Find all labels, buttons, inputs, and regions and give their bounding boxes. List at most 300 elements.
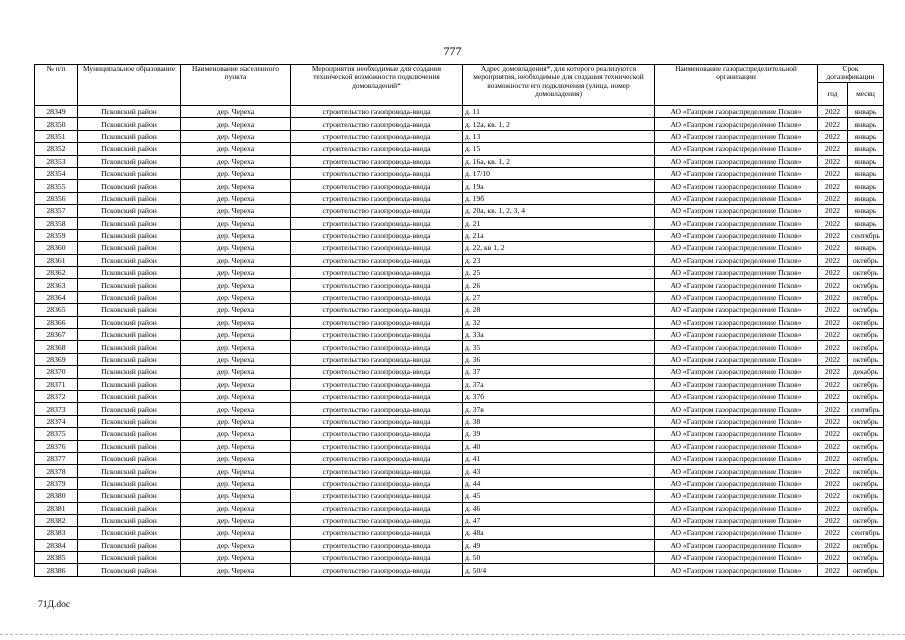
year-cell: 2022 bbox=[818, 229, 848, 241]
year-cell: 2022 bbox=[818, 564, 848, 576]
table-body bbox=[35, 106, 884, 577]
address-cell: д. 49 bbox=[463, 539, 655, 551]
settlement-cell: дер. Череха bbox=[181, 477, 291, 489]
organization-cell: АО «Газпром газораспределение Псков» bbox=[655, 341, 818, 353]
measure-cell: строительство газопровода-ввода bbox=[291, 180, 463, 192]
organization-cell: АО «Газпром газораспределение Псков» bbox=[655, 304, 818, 316]
settlement-cell: дер. Череха bbox=[181, 229, 291, 241]
district-cell: Псковский район bbox=[78, 155, 181, 167]
settlement-cell: дер. Череха bbox=[181, 118, 291, 130]
organization-cell: АО «Газпром газораспределение Псков» bbox=[655, 291, 818, 303]
settlement-cell: дер. Череха bbox=[181, 143, 291, 155]
table-row bbox=[35, 552, 884, 564]
row-number-cell: 28365 bbox=[35, 304, 78, 316]
month-cell: январь bbox=[848, 192, 884, 204]
month-cell: сентябрь bbox=[848, 527, 884, 539]
header-num: № п/п bbox=[35, 65, 78, 106]
table-row bbox=[35, 329, 884, 341]
address-cell: д. 43 bbox=[463, 465, 655, 477]
month-cell: январь bbox=[848, 205, 884, 217]
district-cell: Псковский район bbox=[78, 564, 181, 576]
address-cell: д. 19б bbox=[463, 192, 655, 204]
month-cell: октябрь bbox=[848, 477, 884, 489]
year-cell: 2022 bbox=[818, 279, 848, 291]
measure-cell: строительство газопровода-ввода bbox=[291, 366, 463, 378]
organization-cell: АО «Газпром газораспределение Псков» bbox=[655, 378, 818, 390]
measure-cell: строительство газопровода-ввода bbox=[291, 267, 463, 279]
year-cell: 2022 bbox=[818, 267, 848, 279]
row-number-cell: 28370 bbox=[35, 366, 78, 378]
row-number-cell: 28361 bbox=[35, 254, 78, 266]
measure-cell: строительство газопровода-ввода bbox=[291, 254, 463, 266]
month-cell: январь bbox=[848, 242, 884, 254]
month-cell: октябрь bbox=[848, 304, 884, 316]
year-cell: 2022 bbox=[818, 118, 848, 130]
month-cell: октябрь bbox=[848, 490, 884, 502]
settlement-cell: дер. Череха bbox=[181, 490, 291, 502]
settlement-cell: дер. Череха bbox=[181, 279, 291, 291]
address-cell: д. 21а bbox=[463, 229, 655, 241]
measure-cell: строительство газопровода-ввода bbox=[291, 514, 463, 526]
table-row bbox=[35, 527, 884, 539]
address-cell: д. 41 bbox=[463, 452, 655, 464]
settlement-cell: дер. Череха bbox=[181, 254, 291, 266]
measure-cell: строительство газопровода-ввода bbox=[291, 465, 463, 477]
month-cell: октябрь bbox=[848, 514, 884, 526]
header-settlement: Наименование населенного пункта bbox=[181, 65, 291, 106]
row-number-cell: 28385 bbox=[35, 552, 78, 564]
year-cell: 2022 bbox=[818, 143, 848, 155]
settlement-cell: дер. Череха bbox=[181, 316, 291, 328]
gasification-table bbox=[34, 64, 884, 577]
district-cell: Псковский район bbox=[78, 205, 181, 217]
table-row bbox=[35, 564, 884, 576]
district-cell: Псковский район bbox=[78, 106, 181, 118]
organization-cell: АО «Газпром газораспределение Псков» bbox=[655, 130, 818, 142]
organization-cell: АО «Газпром газораспределение Псков» bbox=[655, 143, 818, 155]
year-cell: 2022 bbox=[818, 415, 848, 427]
district-cell: Псковский район bbox=[78, 180, 181, 192]
district-cell: Псковский район bbox=[78, 366, 181, 378]
table-row bbox=[35, 378, 884, 390]
settlement-cell: дер. Череха bbox=[181, 180, 291, 192]
row-number-cell: 28377 bbox=[35, 452, 78, 464]
year-cell: 2022 bbox=[818, 353, 848, 365]
measure-cell: строительство газопровода-ввода bbox=[291, 316, 463, 328]
organization-cell: АО «Газпром газораспределение Псков» bbox=[655, 527, 818, 539]
address-cell: д. 23 bbox=[463, 254, 655, 266]
settlement-cell: дер. Череха bbox=[181, 390, 291, 402]
district-cell: Псковский район bbox=[78, 267, 181, 279]
year-cell: 2022 bbox=[818, 502, 848, 514]
row-number-cell: 28372 bbox=[35, 390, 78, 402]
year-cell: 2022 bbox=[818, 304, 848, 316]
measure-cell: строительство газопровода-ввода bbox=[291, 229, 463, 241]
month-cell: сентябрь bbox=[848, 229, 884, 241]
address-cell: д. 32 bbox=[463, 316, 655, 328]
row-number-cell: 28353 bbox=[35, 155, 78, 167]
year-cell: 2022 bbox=[818, 130, 848, 142]
organization-cell: АО «Газпром газораспределение Псков» bbox=[655, 452, 818, 464]
row-number-cell: 28373 bbox=[35, 403, 78, 415]
year-cell: 2022 bbox=[818, 514, 848, 526]
settlement-cell: дер. Череха bbox=[181, 106, 291, 118]
month-cell: декабрь bbox=[848, 366, 884, 378]
settlement-cell: дер. Череха bbox=[181, 440, 291, 452]
address-cell: д. 36 bbox=[463, 353, 655, 365]
district-cell: Псковский район bbox=[78, 217, 181, 229]
row-number-cell: 28352 bbox=[35, 143, 78, 155]
settlement-cell: дер. Череха bbox=[181, 167, 291, 179]
district-cell: Псковский район bbox=[78, 353, 181, 365]
month-cell: октябрь bbox=[848, 452, 884, 464]
month-cell: январь bbox=[848, 130, 884, 142]
address-cell: д. 28 bbox=[463, 304, 655, 316]
year-cell: 2022 bbox=[818, 440, 848, 452]
row-number-cell: 28362 bbox=[35, 267, 78, 279]
month-cell: январь bbox=[848, 180, 884, 192]
row-number-cell: 28354 bbox=[35, 167, 78, 179]
address-cell: д. 44 bbox=[463, 477, 655, 489]
row-number-cell: 28374 bbox=[35, 415, 78, 427]
district-cell: Псковский район bbox=[78, 316, 181, 328]
table-row bbox=[35, 254, 884, 266]
measure-cell: строительство газопровода-ввода bbox=[291, 428, 463, 440]
header-organization: Наименование газораспределительной организации bbox=[655, 65, 818, 106]
table-row bbox=[35, 366, 884, 378]
year-cell: 2022 bbox=[818, 465, 848, 477]
address-cell: д. 17/10 bbox=[463, 167, 655, 179]
row-number-cell: 28355 bbox=[35, 180, 78, 192]
district-cell: Псковский район bbox=[78, 440, 181, 452]
organization-cell: АО «Газпром газораспределение Псков» bbox=[655, 205, 818, 217]
measure-cell: строительство газопровода-ввода bbox=[291, 539, 463, 551]
address-cell: д. 15 bbox=[463, 143, 655, 155]
organization-cell: АО «Газпром газораспределение Псков» bbox=[655, 180, 818, 192]
year-cell: 2022 bbox=[818, 106, 848, 118]
measure-cell: строительство газопровода-ввода bbox=[291, 329, 463, 341]
settlement-cell: дер. Череха bbox=[181, 527, 291, 539]
year-cell: 2022 bbox=[818, 378, 848, 390]
organization-cell: АО «Газпром газораспределение Псков» bbox=[655, 155, 818, 167]
district-cell: Псковский район bbox=[78, 254, 181, 266]
settlement-cell: дер. Череха bbox=[181, 217, 291, 229]
settlement-cell: дер. Череха bbox=[181, 378, 291, 390]
year-cell: 2022 bbox=[818, 341, 848, 353]
address-cell: д. 37 bbox=[463, 366, 655, 378]
month-cell: октябрь bbox=[848, 279, 884, 291]
address-cell: д. 33а bbox=[463, 329, 655, 341]
address-cell: д. 19а bbox=[463, 180, 655, 192]
district-cell: Псковский район bbox=[78, 452, 181, 464]
organization-cell: АО «Газпром газораспределение Псков» bbox=[655, 490, 818, 502]
measure-cell: строительство газопровода-ввода bbox=[291, 143, 463, 155]
organization-cell: АО «Газпром газораспределение Псков» bbox=[655, 316, 818, 328]
row-number-cell: 28363 bbox=[35, 279, 78, 291]
address-cell: д. 37б bbox=[463, 390, 655, 402]
row-number-cell: 28382 bbox=[35, 514, 78, 526]
table-row bbox=[35, 390, 884, 402]
district-cell: Псковский район bbox=[78, 527, 181, 539]
measure-cell: строительство газопровода-ввода bbox=[291, 552, 463, 564]
organization-cell: АО «Газпром газораспределение Псков» bbox=[655, 329, 818, 341]
settlement-cell: дер. Череха bbox=[181, 428, 291, 440]
row-number-cell: 28364 bbox=[35, 291, 78, 303]
year-cell: 2022 bbox=[818, 291, 848, 303]
settlement-cell: дер. Череха bbox=[181, 514, 291, 526]
table-row bbox=[35, 180, 884, 192]
year-cell: 2022 bbox=[818, 316, 848, 328]
measure-cell: строительство газопровода-ввода bbox=[291, 415, 463, 427]
district-cell: Псковский район bbox=[78, 465, 181, 477]
year-cell: 2022 bbox=[818, 192, 848, 204]
row-number-cell: 28376 bbox=[35, 440, 78, 452]
year-cell: 2022 bbox=[818, 477, 848, 489]
header-month: месяц bbox=[848, 82, 884, 105]
settlement-cell: дер. Череха bbox=[181, 452, 291, 464]
measure-cell: строительство газопровода-ввода bbox=[291, 477, 463, 489]
year-cell: 2022 bbox=[818, 452, 848, 464]
row-number-cell: 28350 bbox=[35, 118, 78, 130]
settlement-cell: дер. Череха bbox=[181, 130, 291, 142]
address-cell: д. 37в bbox=[463, 403, 655, 415]
address-cell: д. 16а, кв. 1, 2 bbox=[463, 155, 655, 167]
measure-cell: строительство газопровода-ввода bbox=[291, 527, 463, 539]
settlement-cell: дер. Череха bbox=[181, 366, 291, 378]
measure-cell: строительство газопровода-ввода bbox=[291, 155, 463, 167]
settlement-cell: дер. Череха bbox=[181, 205, 291, 217]
measure-cell: строительство газопровода-ввода bbox=[291, 502, 463, 514]
month-cell: октябрь bbox=[848, 390, 884, 402]
address-cell: д. 50 bbox=[463, 552, 655, 564]
address-cell: д. 39 bbox=[463, 428, 655, 440]
address-cell: д. 45 bbox=[463, 490, 655, 502]
address-cell: д. 13 bbox=[463, 130, 655, 142]
year-cell: 2022 bbox=[818, 428, 848, 440]
table-row bbox=[35, 167, 884, 179]
settlement-cell: дер. Череха bbox=[181, 291, 291, 303]
table-row bbox=[35, 539, 884, 551]
table-row bbox=[35, 514, 884, 526]
table-row bbox=[35, 279, 884, 291]
settlement-cell: дер. Череха bbox=[181, 341, 291, 353]
measure-cell: строительство газопровода-ввода bbox=[291, 279, 463, 291]
year-cell: 2022 bbox=[818, 403, 848, 415]
district-cell: Псковский район bbox=[78, 130, 181, 142]
settlement-cell: дер. Череха bbox=[181, 192, 291, 204]
row-number-cell: 28384 bbox=[35, 539, 78, 551]
table-row bbox=[35, 477, 884, 489]
measure-cell: строительство газопровода-ввода bbox=[291, 192, 463, 204]
measure-cell: строительство газопровода-ввода bbox=[291, 452, 463, 464]
address-cell: д. 40 bbox=[463, 440, 655, 452]
organization-cell: АО «Газпром газораспределение Псков» bbox=[655, 564, 818, 576]
month-cell: октябрь bbox=[848, 465, 884, 477]
year-cell: 2022 bbox=[818, 539, 848, 551]
organization-cell: АО «Газпром газораспределение Псков» bbox=[655, 403, 818, 415]
organization-cell: АО «Газпром газораспределение Псков» bbox=[655, 366, 818, 378]
row-number-cell: 28369 bbox=[35, 353, 78, 365]
address-cell: д. 26 bbox=[463, 279, 655, 291]
row-number-cell: 28379 bbox=[35, 477, 78, 489]
district-cell: Псковский район bbox=[78, 415, 181, 427]
table-row bbox=[35, 304, 884, 316]
table-row bbox=[35, 217, 884, 229]
month-cell: октябрь bbox=[848, 539, 884, 551]
row-number-cell: 28349 bbox=[35, 106, 78, 118]
table-row bbox=[35, 502, 884, 514]
month-cell: январь bbox=[848, 106, 884, 118]
table-row bbox=[35, 403, 884, 415]
measure-cell: строительство газопровода-ввода bbox=[291, 440, 463, 452]
header-row bbox=[35, 65, 884, 83]
year-cell: 2022 bbox=[818, 155, 848, 167]
month-cell: октябрь bbox=[848, 564, 884, 576]
row-number-cell: 28378 bbox=[35, 465, 78, 477]
organization-cell: АО «Газпром газораспределение Псков» bbox=[655, 254, 818, 266]
address-cell: д. 12а, кв. 1, 2 bbox=[463, 118, 655, 130]
settlement-cell: дер. Череха bbox=[181, 465, 291, 477]
header-year: год bbox=[818, 82, 848, 105]
month-cell: октябрь bbox=[848, 428, 884, 440]
organization-cell: АО «Газпром газораспределение Псков» bbox=[655, 415, 818, 427]
year-cell: 2022 bbox=[818, 329, 848, 341]
district-cell: Псковский район bbox=[78, 304, 181, 316]
settlement-cell: дер. Череха bbox=[181, 304, 291, 316]
month-cell: январь bbox=[848, 217, 884, 229]
row-number-cell: 28360 bbox=[35, 242, 78, 254]
scan-edge-divider bbox=[0, 634, 905, 635]
year-cell: 2022 bbox=[818, 254, 848, 266]
table-row bbox=[35, 291, 884, 303]
address-cell: д. 37а bbox=[463, 378, 655, 390]
year-cell: 2022 bbox=[818, 552, 848, 564]
year-cell: 2022 bbox=[818, 180, 848, 192]
measure-cell: строительство газопровода-ввода bbox=[291, 167, 463, 179]
measure-cell: строительство газопровода-ввода bbox=[291, 353, 463, 365]
year-cell: 2022 bbox=[818, 167, 848, 179]
district-cell: Псковский район bbox=[78, 477, 181, 489]
row-number-cell: 28367 bbox=[35, 329, 78, 341]
measure-cell: строительство газопровода-ввода bbox=[291, 490, 463, 502]
settlement-cell: дер. Череха bbox=[181, 403, 291, 415]
district-cell: Псковский район bbox=[78, 329, 181, 341]
table-row bbox=[35, 155, 884, 167]
row-number-cell: 28351 bbox=[35, 130, 78, 142]
organization-cell: АО «Газпром газораспределение Псков» bbox=[655, 428, 818, 440]
table-row bbox=[35, 267, 884, 279]
organization-cell: АО «Газпром газораспределение Псков» bbox=[655, 539, 818, 551]
district-cell: Псковский район bbox=[78, 390, 181, 402]
measure-cell: строительство газопровода-ввода bbox=[291, 242, 463, 254]
district-cell: Псковский район bbox=[78, 514, 181, 526]
district-cell: Псковский район bbox=[78, 539, 181, 551]
settlement-cell: дер. Череха bbox=[181, 242, 291, 254]
measure-cell: строительство газопровода-ввода bbox=[291, 564, 463, 576]
address-cell: д. 21 bbox=[463, 217, 655, 229]
settlement-cell: дер. Череха bbox=[181, 539, 291, 551]
district-cell: Псковский район bbox=[78, 118, 181, 130]
settlement-cell: дер. Череха bbox=[181, 415, 291, 427]
month-cell: октябрь bbox=[848, 254, 884, 266]
settlement-cell: дер. Череха bbox=[181, 329, 291, 341]
settlement-cell: дер. Череха bbox=[181, 564, 291, 576]
measure-cell: строительство газопровода-ввода bbox=[291, 291, 463, 303]
measure-cell: строительство газопровода-ввода bbox=[291, 106, 463, 118]
district-cell: Псковский район bbox=[78, 192, 181, 204]
table-row bbox=[35, 229, 884, 241]
district-cell: Псковский район bbox=[78, 143, 181, 155]
address-cell: д. 25 bbox=[463, 267, 655, 279]
organization-cell: АО «Газпром газораспределение Псков» bbox=[655, 552, 818, 564]
table-row bbox=[35, 106, 884, 118]
table-row bbox=[35, 118, 884, 130]
table-row bbox=[35, 205, 884, 217]
header-term: Срок догазификации bbox=[818, 65, 884, 83]
table-row bbox=[35, 465, 884, 477]
organization-cell: АО «Газпром газораспределение Псков» bbox=[655, 465, 818, 477]
district-cell: Псковский район bbox=[78, 229, 181, 241]
settlement-cell: дер. Череха bbox=[181, 502, 291, 514]
footer-filename: 71Д.doc bbox=[38, 600, 71, 610]
measure-cell: строительство газопровода-ввода bbox=[291, 205, 463, 217]
table-row bbox=[35, 316, 884, 328]
header-district: Муниципальное образование bbox=[78, 65, 181, 106]
address-cell: д. 46 bbox=[463, 502, 655, 514]
header-address: Адрес домовладения*, для которого реализуются мероприятия, необходимые для создания технической возможности его подключения (улица, номер домовладения) bbox=[463, 65, 655, 106]
table-row bbox=[35, 130, 884, 142]
row-number-cell: 28371 bbox=[35, 378, 78, 390]
table-row bbox=[35, 353, 884, 365]
year-cell: 2022 bbox=[818, 527, 848, 539]
district-cell: Псковский район bbox=[78, 167, 181, 179]
table-row bbox=[35, 452, 884, 464]
table-row bbox=[35, 415, 884, 427]
organization-cell: АО «Газпром газораспределение Псков» bbox=[655, 502, 818, 514]
table-row bbox=[35, 490, 884, 502]
year-cell: 2022 bbox=[818, 242, 848, 254]
page-number: 777 bbox=[443, 44, 462, 58]
month-cell: октябрь bbox=[848, 353, 884, 365]
table-row bbox=[35, 242, 884, 254]
table-row bbox=[35, 341, 884, 353]
month-cell: январь bbox=[848, 143, 884, 155]
organization-cell: АО «Газпром газораспределение Псков» bbox=[655, 167, 818, 179]
row-number-cell: 28383 bbox=[35, 527, 78, 539]
address-cell: д. 50/4 bbox=[463, 564, 655, 576]
address-cell: д. 27 bbox=[463, 291, 655, 303]
table-row bbox=[35, 143, 884, 155]
address-cell: д. 48а bbox=[463, 527, 655, 539]
table-row bbox=[35, 192, 884, 204]
month-cell: октябрь bbox=[848, 267, 884, 279]
row-number-cell: 28381 bbox=[35, 502, 78, 514]
row-number-cell: 28380 bbox=[35, 490, 78, 502]
district-cell: Псковский район bbox=[78, 242, 181, 254]
measure-cell: строительство газопровода-ввода bbox=[291, 390, 463, 402]
organization-cell: АО «Газпром газораспределение Псков» bbox=[655, 192, 818, 204]
organization-cell: АО «Газпром газораспределение Псков» bbox=[655, 106, 818, 118]
organization-cell: АО «Газпром газораспределение Псков» bbox=[655, 279, 818, 291]
district-cell: Псковский район bbox=[78, 341, 181, 353]
month-cell: октябрь bbox=[848, 440, 884, 452]
settlement-cell: дер. Череха bbox=[181, 552, 291, 564]
row-number-cell: 28366 bbox=[35, 316, 78, 328]
settlement-cell: дер. Череха bbox=[181, 267, 291, 279]
measure-cell: строительство газопровода-ввода bbox=[291, 304, 463, 316]
address-cell: д. 35 bbox=[463, 341, 655, 353]
year-cell: 2022 bbox=[818, 217, 848, 229]
